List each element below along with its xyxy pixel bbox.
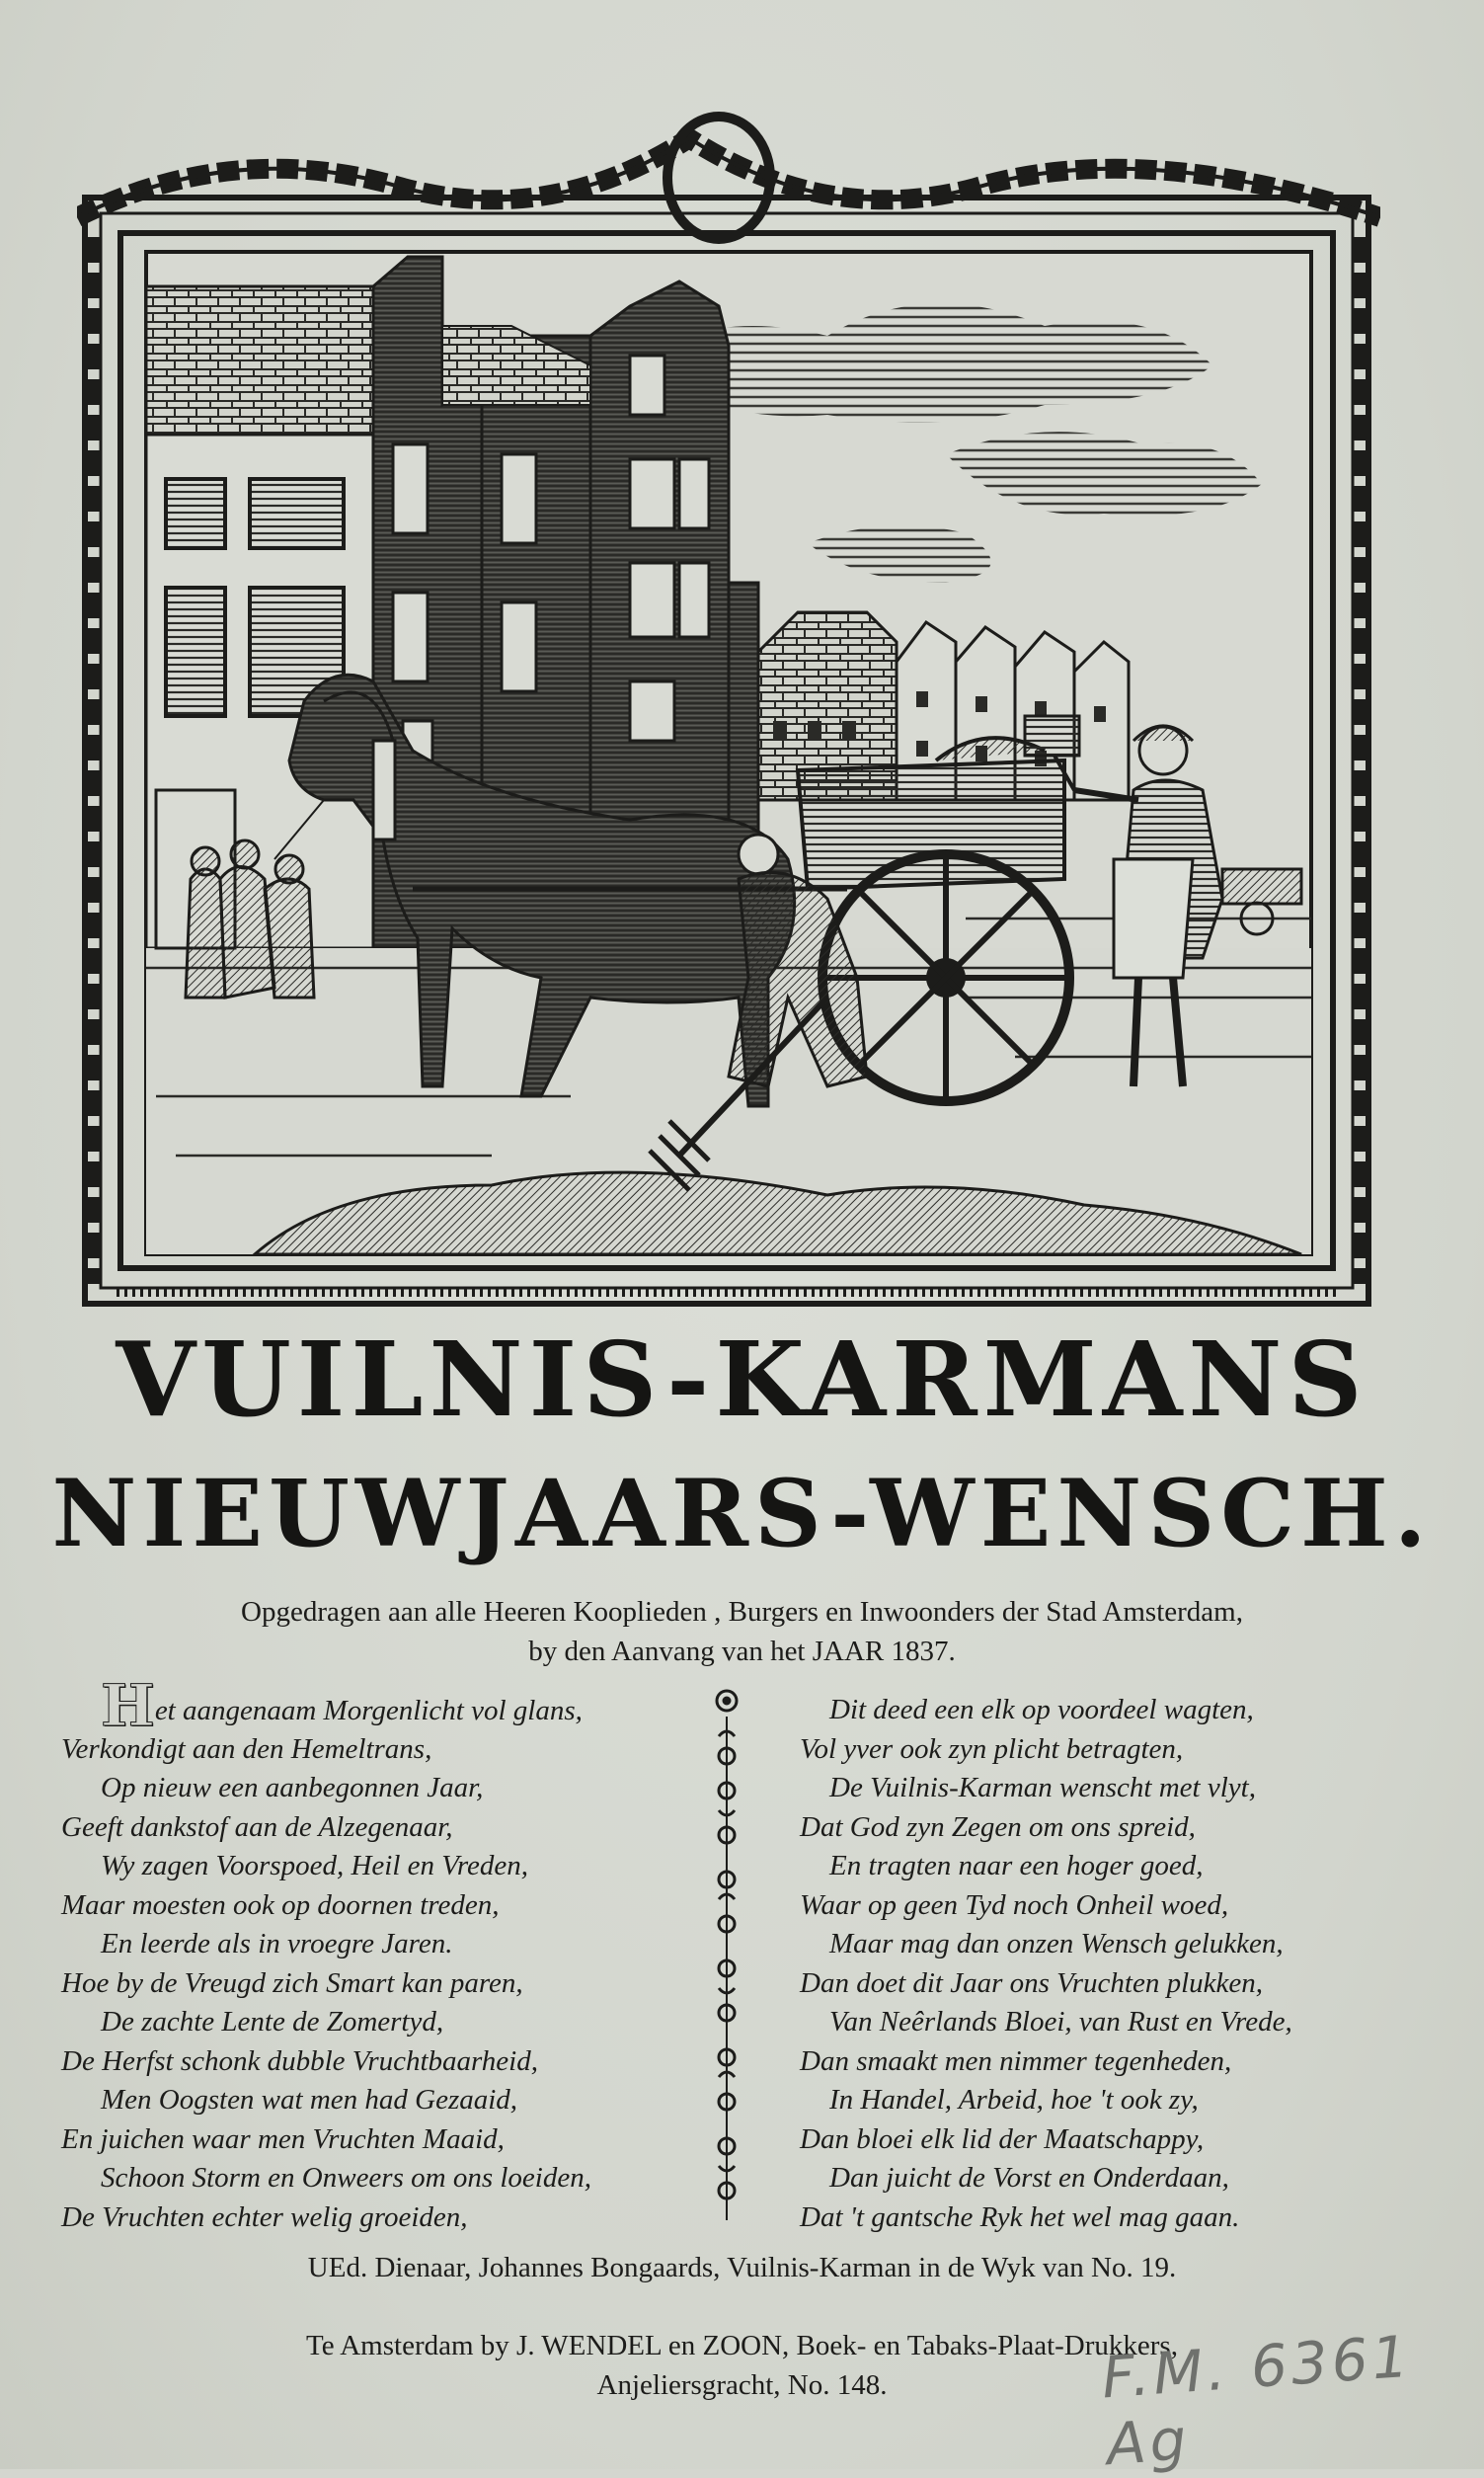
title-line-1: VUILNIS-KARMANS: [116, 1319, 1368, 1440]
poem-line: En juichen waar men Vruchten Maaid,: [61, 2122, 505, 2155]
poem-left-column: [61, 1672, 673, 2237]
printer-line-1: Te Amsterdam by J. WENDEL en ZOON, Boek- en Tabaks-Plaat-Drukkers,: [306, 2330, 1178, 2361]
poem-line: Het aangenaam Morgenlicht vol glans,: [101, 1672, 583, 1739]
poem-line: Waar op geen Tyd noch Onheil woed,: [800, 1888, 1229, 1921]
drop-cap: H: [101, 1672, 155, 1739]
title-line-2: NIEUWJAARS-WENSCH.: [51, 1460, 1433, 1568]
poem-line: Schoon Storm en Onweers om ons loeiden,: [101, 2162, 591, 2194]
printer-line-2: Anjeliersgracht, No. 148.: [596, 2369, 888, 2401]
poem-line: Dit deed een elk op voordeel wagten,: [829, 1694, 1254, 1725]
poem-line: Dan juicht de Vorst en Onderdaan,: [829, 2162, 1229, 2194]
signature-line: UEd. Dienaar, Johannes Bongaards, Vuilnis-Karman in de Wyk van No. 19.: [307, 2252, 1177, 2283]
poem-line: Maar moesten ook op doornen treden,: [61, 1888, 500, 1921]
poem-line: En leerde als in vroegre Jaren.: [101, 1928, 453, 1959]
poem-right-column: [790, 1691, 1343, 2237]
poem-line: Van Neêrlands Bloei, van Rust en Vrede,: [829, 2006, 1292, 2038]
poem-line: Vol yver ook zyn plicht betragten,: [800, 1732, 1184, 1765]
poem-line: Op nieuw een aanbegonnen Jaar,: [101, 1772, 484, 1803]
poem-line: Dan bloei elk lid der Maatschappy,: [800, 2122, 1205, 2155]
archive-mark: F.M. 6361 Ag: [1099, 2322, 1415, 2478]
poem-line: Dan doet dit Jaar ons Vruchten plukken,: [800, 1966, 1263, 1999]
dedication-line-2: by den Aanvang van het JAAR 1837.: [528, 1636, 956, 1667]
poem-line: In Handel, Arbeid, hoe 't ook zy,: [829, 2084, 1199, 2116]
poem-line: En tragten naar een hoger goed,: [829, 1850, 1204, 1881]
poem-line: De Vuilnis-Karman wenscht met vlyt,: [829, 1772, 1256, 1803]
poem-line: Verkondigt aan den Hemeltrans,: [61, 1732, 432, 1765]
woodcut-illustration: [77, 109, 1380, 1319]
poem-line: De Herfst schonk dubble Vruchtbaarheid,: [61, 2044, 538, 2077]
dedication: [0, 1592, 1484, 1671]
poem-line: Wy zagen Voorspoed, Heil en Vreden,: [101, 1850, 529, 1881]
poem-line: Dan smaakt men nimmer tegenheden,: [800, 2044, 1232, 2077]
poem-line: Men Oogsten wat men had Gezaaid,: [101, 2084, 518, 2116]
poem-line: Geeft dankstof aan de Alzegenaar,: [61, 1810, 453, 1843]
poem-line: Dat God zyn Zegen om ons spreid,: [800, 1810, 1196, 1843]
poem-line: Hoe by de Vreugd zich Smart kan paren,: [61, 1966, 523, 1999]
ornamental-divider: [709, 1687, 744, 2240]
poem-line: Maar mag dan onzen Wensch gelukken,: [829, 1928, 1284, 1959]
poem-line: De zachte Lente de Zomertyd,: [101, 2006, 444, 2038]
dedication-line-1: Opgedragen aan alle Heeren Kooplieden , Burgers en Inwoonders der Stad Amsterdam,: [241, 1596, 1243, 1628]
poem-line: De Vruchten echter welig groeiden,: [61, 2200, 468, 2233]
poem-line: Dat 't gantsche Ryk het wel mag gaan.: [800, 2200, 1240, 2233]
